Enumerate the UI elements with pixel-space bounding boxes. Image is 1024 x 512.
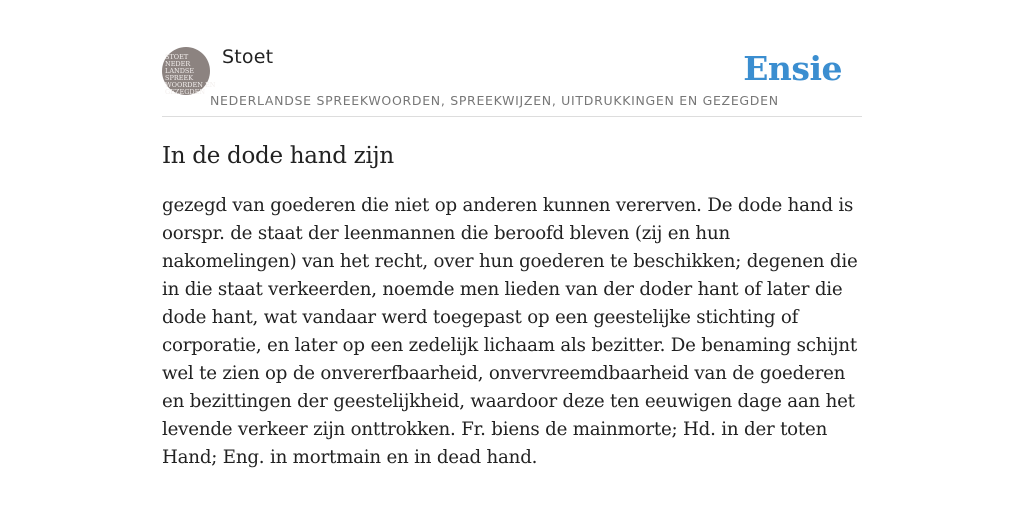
- source-avatar[interactable]: STOET NEDER LANDSE SPREEK WOORDEN EN GEZEGDEN: [162, 47, 210, 95]
- entry-card: [162, 40, 862, 472]
- source-subtitle: NEDERLANDSE SPREEKWOORDEN, SPREEKWIJZEN, UITDRUKKINGEN EN GEZEGDEN: [210, 93, 779, 108]
- source-name[interactable]: Stoet: [222, 46, 274, 68]
- entry-definition: gezegd van goederen die niet op anderen kunnen vererven. De dode hand is oorspr. de staat der leenmannen die beroofd bleven (zij en hun nakomelingen) van het recht, over hun goederen te beschikken; degenen die in die staat verkeerden, noemde men lieden van der doder hant of later die dode hant, wat vandaar werd toegepast op een geestelijke stichting of corporatie, en later op een zedelijk lichaam als bezitter. De benaming schijnt wel te zien op de onvererfbaarheid, onvervreemdbaarheid van de goederen en bezittingen der geestelijkheid, waardoor deze ten eeuwigen dage aan het levende verkeer zijn onttrokken. Fr. biens de mainmorte; Hd. in der toten Hand; Eng. in mortmain en in dead hand.: [162, 195, 858, 468]
- ensie-logo[interactable]: Ensie: [743, 49, 842, 88]
- entry-title: In de dode hand zijn: [162, 143, 394, 169]
- card-header: [162, 40, 862, 117]
